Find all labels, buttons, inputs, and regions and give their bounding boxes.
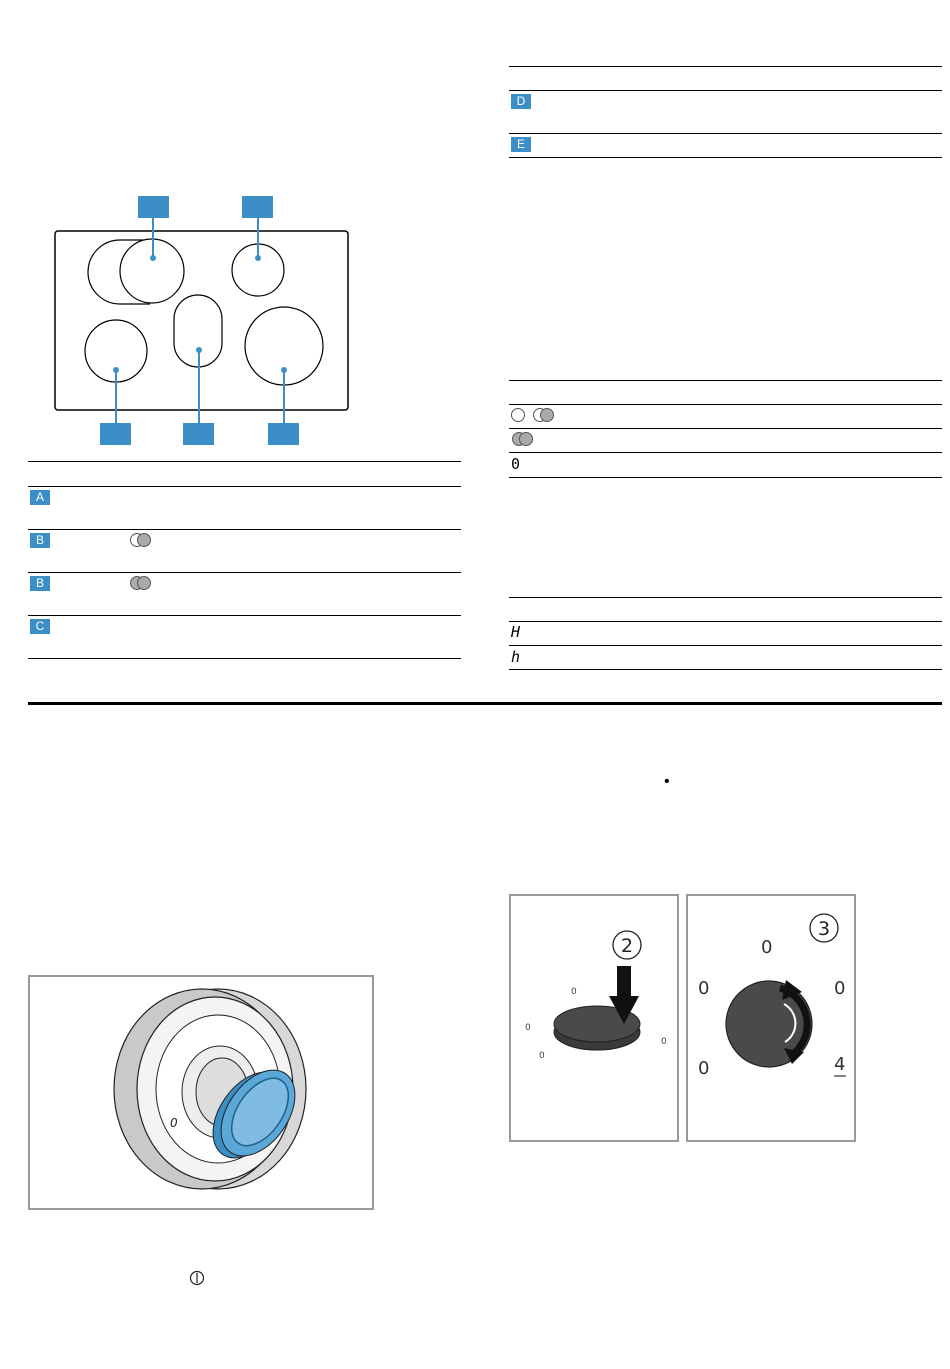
svg-text:0: 0: [525, 1023, 531, 1033]
callout-bottom-1: [100, 423, 131, 445]
badge-b: B: [30, 533, 50, 548]
ring-and-double-ring-icon: [509, 406, 561, 424]
hob-diagram: [50, 190, 360, 450]
zero-symbol: 0: [511, 455, 521, 473]
badge-c: C: [30, 619, 50, 634]
scale-left-lower: 0: [698, 1058, 710, 1079]
knob-illustration: [30, 977, 372, 1208]
residual-heat-low-symbol: h: [511, 648, 521, 666]
power-icon: [189, 1270, 205, 1286]
knob-step-2: [511, 896, 677, 1140]
badge-b-2: B: [30, 576, 50, 591]
callout-bottom-3: [268, 423, 299, 445]
knob-step-2-frame: [509, 894, 679, 1142]
badge-d: D: [511, 94, 531, 109]
double-ring-icon: [509, 430, 539, 448]
knob-step-3-frame: [686, 894, 856, 1142]
svg-text:0: 0: [539, 1051, 545, 1061]
double-ring-filled-icon: [128, 575, 156, 591]
callout-bottom-2: [183, 423, 214, 445]
double-ring-outline-icon: [128, 532, 156, 548]
knob-illustration-frame: [28, 975, 374, 1210]
scale-right-lower: 4: [834, 1054, 846, 1075]
section-separator: [28, 702, 942, 705]
svg-text:0: 0: [170, 1116, 178, 1130]
scale-top: 0: [761, 937, 773, 958]
scale-left-upper: 0: [698, 978, 710, 999]
callout-top-2: [242, 196, 273, 218]
step-2-number: 2: [620, 935, 634, 957]
svg-text:0: 0: [571, 987, 577, 997]
step-3-number: 3: [817, 918, 831, 940]
bullet: •: [664, 773, 670, 790]
svg-text:0: 0: [661, 1037, 667, 1047]
scale-right-upper: 0: [834, 978, 846, 999]
badge-e: E: [511, 137, 531, 152]
knob-step-3: [688, 896, 854, 1140]
callout-top-1: [138, 196, 169, 218]
badge-a: A: [30, 490, 50, 505]
residual-heat-high-symbol: H: [511, 623, 521, 641]
